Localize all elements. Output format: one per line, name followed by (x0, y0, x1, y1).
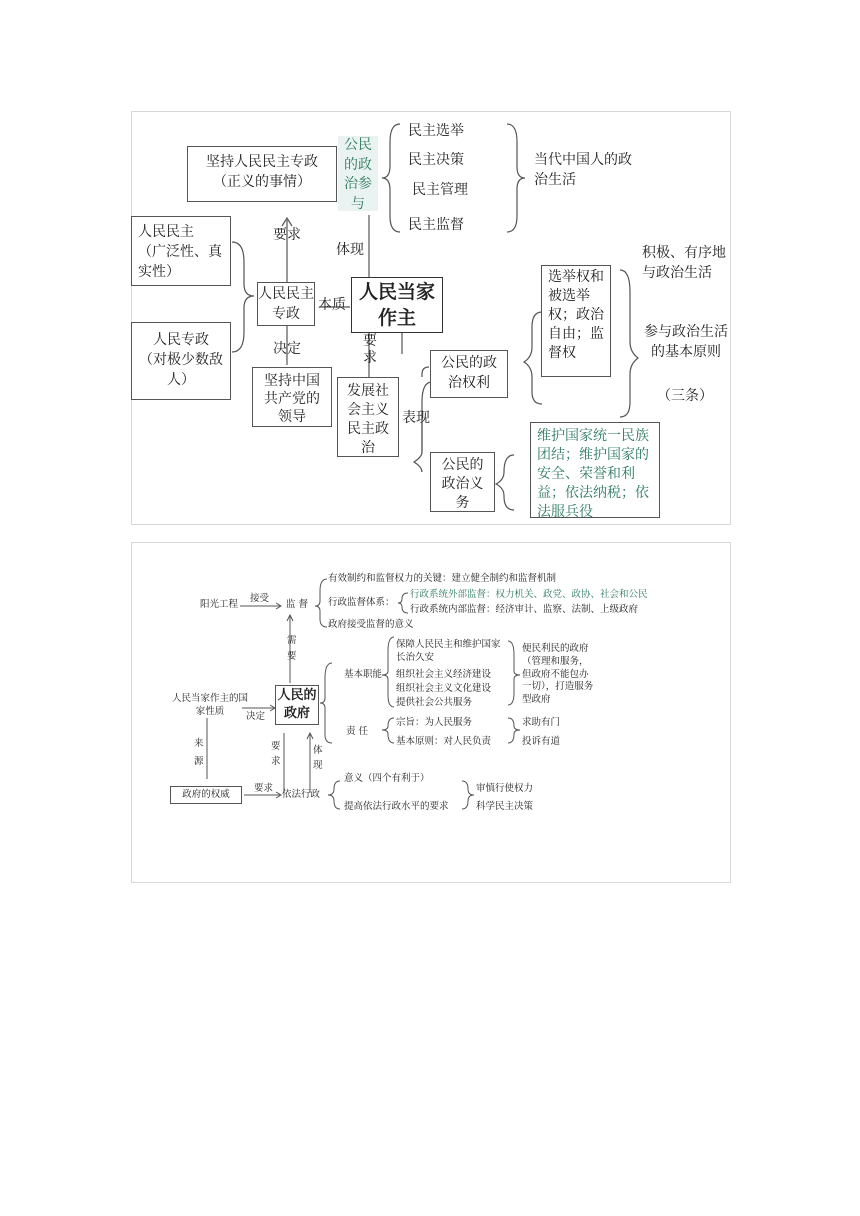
gongmin-quanli-box: 公民的政治权利 (430, 350, 508, 398)
jiben-zhineng-label: 基本职能 (344, 669, 383, 680)
laiyuan-label: 来源 (194, 738, 204, 768)
tigao-label: 提高依法行政水平的要求 (344, 801, 449, 812)
fazhan-box: 发展社会主义民主政治 (337, 377, 399, 457)
diagram-panel-1 (131, 111, 731, 525)
kexue-label: 科学民主决策 (476, 801, 534, 812)
jiandu-label: 监 督 (286, 599, 309, 610)
yiyi-label: 意义（四个有利于） (344, 773, 430, 784)
jueding-label-1: 决定 (273, 341, 301, 357)
qiuzhu-label: 求助有门 (522, 717, 561, 728)
yiwu-list-box: 维护国家统一民族团结；维护国家的安全、荣誉和利益；依法纳税；依法服兵役 (530, 422, 660, 518)
quanwei-box: 政府的权威 (170, 786, 242, 804)
yaoqiu-label-1: 要求 (273, 227, 301, 243)
yaoqiu-label-2a: 要求 (271, 741, 281, 768)
jiji-label: 积极、有序地与政治生活 (642, 245, 726, 282)
zeren-label: 责 任 (346, 726, 369, 737)
benzhi-label: 本质 (318, 297, 346, 313)
shenshen-label: 审慎行使权力 (476, 783, 534, 794)
minzhu-juece: 民主决策 (408, 152, 464, 168)
neibu-label: 行政系统内部监督：经济审计、监察、法制、上级政府 (410, 604, 639, 615)
zhineng-item-1: 保障人民民主和维护国家长治久安 (396, 639, 501, 663)
diagram-panel-2 (131, 542, 731, 883)
yaoqiu-label-2b: 要求 (254, 783, 274, 794)
minzhu-guanli: 民主管理 (412, 182, 468, 198)
xuyao-label: 需要 (287, 635, 297, 663)
jieshou-label: 接受 (250, 593, 270, 604)
renmin-zhuanzheng-title: 人民专政 (153, 332, 209, 348)
renmin-minzhu-box (131, 216, 231, 286)
quanli-list-box: 选举权和被选举权；政治自由；监督权 (541, 265, 611, 377)
yifa-label: 依法行政 (282, 789, 321, 800)
jiandu-item-2: 行政监督体系： (328, 597, 395, 608)
jianchi-zhuanzheng-line1: 坚持人民民主专政 (206, 154, 318, 170)
canyu-yuanze-label: 参与政治生活的基本原则 (644, 324, 728, 361)
renmin-minzhu-zhuanzheng-box: 人民民主专政 (257, 282, 315, 326)
minzhu-jiandu: 民主监督 (408, 217, 464, 233)
waibu-label: 行政系统外部监督：权力机关、政党、政协、社会和公民 (410, 589, 648, 600)
jiben-yuanze-label: 基本原则：对人民负责 (396, 736, 492, 747)
jianchi-zhuanzheng-line2: （正义的事情） (213, 174, 311, 190)
renmin-minzhu-note: （广泛性、真实性） (138, 244, 222, 280)
jiandu-item-1: 有效制约和监督权力的关键：建立健全制约和监督机制 (328, 573, 557, 584)
jueding-label-2: 决定 (246, 711, 266, 722)
minzhu-xuanju: 民主选举 (408, 123, 464, 139)
biaoxian-label: 表现 (402, 410, 430, 426)
jiandu-item-3: 政府接受监督的意义 (328, 619, 414, 630)
zhineng-item-2: 组织社会主义经济建设 (396, 669, 492, 680)
zongzhi-label: 宗旨：为人民服务 (396, 717, 473, 728)
center-box: 人民当家作主 (351, 277, 443, 333)
jianchi-dang-box: 坚持中国共产党的领导 (252, 367, 332, 427)
tixian-label-1: 体现 (336, 242, 364, 258)
government-box: 人民的政府 (275, 685, 319, 725)
renmin-minzhu-title: 人民民主 (138, 224, 194, 240)
bianmin-label: 便民利民的政府（管理和服务，但政府不能包办一切），打造服务型政府 (522, 643, 594, 706)
yangguang-label: 阳光工程 (200, 599, 239, 610)
renmin-zhuanzheng-box (131, 322, 231, 400)
santiao-label: （三条） (657, 388, 713, 404)
guojia-xingzhi-label: 人民当家作主的国家性质 (171, 693, 248, 717)
zhineng-item-4: 提供社会公共服务 (396, 697, 473, 708)
tousu-label: 投诉有道 (522, 736, 561, 747)
gongmin-yiwu-box: 公民的政治义务 (430, 452, 495, 512)
zhineng-item-3: 组织社会主义文化建设 (396, 683, 492, 694)
renmin-zhuanzheng-note: （对极少数敌人） (139, 352, 223, 388)
gongmin-canyu: 公民的政治参与 (338, 136, 378, 211)
yaoqiu-label-2: 要求 (363, 333, 377, 366)
jianchi-zhuanzheng-box (187, 146, 337, 202)
dangdai-label: 当代中国人的政治生活 (534, 152, 632, 189)
tixian-label-2: 体现 (313, 745, 323, 772)
